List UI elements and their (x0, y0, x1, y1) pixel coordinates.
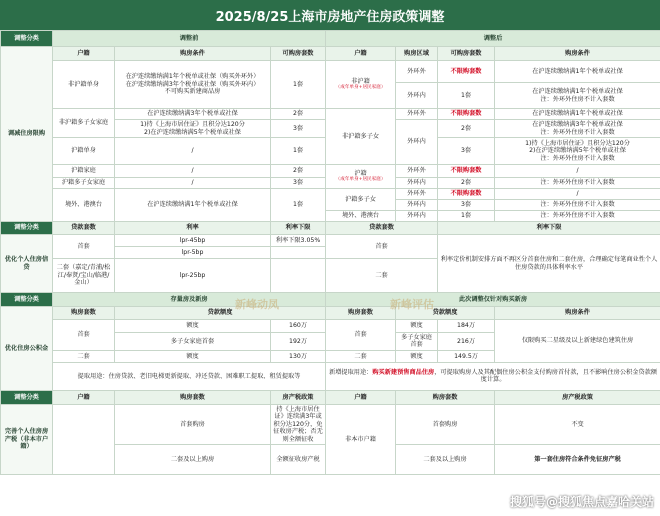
watermark-logo: 新峰动凤 (235, 298, 279, 311)
col-tax-after-count: 购房套数 (396, 390, 495, 404)
before-household-cell: 沪籍单身 (53, 138, 115, 165)
col-tax-policy: 房产税政策 (271, 390, 326, 404)
after-conditions-cell: 在沪连续缴纳满1年个税单或社保 注：外环外住房不计入套数 (495, 83, 660, 109)
loan-rate-cell: lpr-25bp (115, 259, 271, 293)
col-tax-household: 户籍 (53, 390, 115, 404)
col-fund-after-amount: 贷款额度 (396, 307, 495, 320)
after-count-cell: 3套 (438, 200, 495, 211)
col-rate: 利率 (115, 222, 271, 235)
fund-after-value-cell: 149.5万 (438, 350, 495, 362)
purchase-category: 调减住房限购 (1, 47, 53, 222)
after-region-cell: 外环外 (396, 189, 438, 200)
col-region: 购房区域 (396, 47, 438, 61)
fund-after-value-cell: 216万 (438, 333, 495, 351)
col-household: 户籍 (53, 47, 115, 61)
fund-value-cell: 160万 (271, 320, 326, 333)
fund-after-note (326, 362, 660, 390)
after-household-cell (326, 61, 396, 109)
before-conditions-cell: 在沪连续缴纳满1年个税单或社保（购买外环外） 在沪连续缴纳满3年个税单或社保（购买外环内） 不可购买新建商品房 (115, 61, 271, 109)
tax-after-count-cell: 二套及以上购房 (396, 445, 495, 475)
fund-before-note: 提取用途：住房贷款、老旧电梯更新提取、冲还贷款、困难职工提取、租赁提取等 (53, 362, 326, 390)
before-household-cell: 沪籍多子女家庭 (53, 178, 115, 189)
after-loan-count-cell: 二套 (326, 259, 438, 293)
fund-count-cell: 首套 (53, 320, 115, 351)
category-header: 调整分类 (1, 222, 53, 235)
after-loan-count-cell: 首套 (326, 235, 438, 259)
tax-policy-cell: 持《上海市居住证》连续满3年或积分达120分，免征收房产税；否无则全额征收 (271, 404, 326, 444)
after-conditions-cell: 在沪连续缴纳满1年个税单或社保 (495, 61, 660, 83)
fund-after-cond-cell: 仅限购买二星级及以上新建绿色建筑住房 (495, 320, 660, 363)
fund-after-note-highlight: 购买新建预售商品住房 (372, 368, 435, 376)
before-count-cell: 3套 (271, 120, 326, 138)
after-household-cell (326, 165, 396, 189)
loan-lower-cell (271, 259, 326, 293)
loan-count-cell: 首套 (53, 235, 115, 259)
loan-category: 优化个人住房信贷 (1, 235, 53, 293)
after-region-cell: 外环内 (396, 83, 438, 109)
fund-after-title: 此次调整仅针对购买新房 (326, 293, 660, 307)
loan-rate-cell: lpr-5bp (115, 247, 271, 259)
before-header: 调整前 (53, 31, 326, 47)
col-tax-after-household: 户籍 (326, 390, 396, 404)
after-region-cell: 外环内 (396, 211, 438, 222)
before-count-cell: 1套 (271, 138, 326, 165)
col-fund-count: 购房套数 (53, 307, 115, 320)
col-after-rate-lower: 利率下限 (438, 222, 660, 235)
after-region-cell: 外环外 (396, 61, 438, 83)
col-after-conditions: 购房条件 (495, 47, 660, 61)
fund-before-title: 存量房及新房 (53, 293, 326, 307)
after-conditions-cell: 注：外环外住房不计入套数 (495, 178, 660, 189)
after-region-cell: 外环内 (396, 120, 438, 165)
after-count-cell: 不限购套数 (438, 61, 495, 83)
fund-value-cell: 130万 (271, 350, 326, 362)
after-conditions-cell: 注：外环外住房不计入套数 (495, 211, 660, 222)
fund-after-note-suffix: ，可提取购房人及其配偶住房公积金支付购房首付款，且不影响住房公积金贷款额度计算。 (434, 368, 657, 384)
after-count-cell: 不限购套数 (438, 189, 495, 200)
tax-after-policy-cell: 第一套住房符合条件免征房产税 (495, 445, 660, 475)
after-conditions-cell: / (495, 165, 660, 178)
col-rate-lower: 利率下限 (271, 222, 326, 235)
after-count-cell: 1套 (438, 83, 495, 109)
loan-rate-cell: lpr-45bp (115, 235, 271, 247)
before-household-cell: 非沪籍单身 (53, 61, 115, 109)
before-count-cell: 1套 (271, 61, 326, 109)
fund-after-count-cell: 二套 (326, 350, 396, 362)
col-tax-after-policy: 房产税政策 (495, 390, 660, 404)
category-header: 调整分类 (1, 293, 53, 307)
tax-after-count-cell: 首套购房 (396, 404, 495, 444)
after-count-cell: 3套 (438, 138, 495, 165)
after-conditions-cell: 在沪连续缴纳满1年个税单或社保 (495, 109, 660, 120)
col-loan-count: 贷款套数 (53, 222, 115, 235)
before-household-cell: 非沪籍多子女家庭 (53, 109, 115, 138)
tax-category: 完善个人住房房产税（非本市户籍） (1, 404, 53, 474)
fund-after-count-cell: 首套 (326, 320, 396, 351)
col-conditions: 购房条件 (115, 47, 271, 61)
after-region-cell: 外环内 (396, 200, 438, 211)
fund-value-cell: 192万 (271, 333, 326, 351)
after-household-note: （成年单身+居民家庭） (335, 85, 386, 91)
fund-label-cell: 额度 (115, 320, 271, 333)
after-count-cell: 不限购套数 (438, 165, 495, 178)
after-count-cell: 2套 (438, 120, 495, 138)
category-header: 调整分类 (1, 31, 53, 47)
after-conditions-cell: 1)持《上海市居住证》且积分达120分 2)在沪连续缴纳满5年个税单或社保 注：外环外住房不计入套数 (495, 138, 660, 165)
col-tax-count: 购房套数 (115, 390, 271, 404)
before-conditions-cell: / (115, 165, 271, 178)
before-count-cell: 1套 (271, 189, 326, 222)
before-conditions-cell: 1)持《上海市居住证》且积分达120分 2)在沪连续缴纳满5年个税单或社保 (115, 120, 271, 138)
after-region-cell: 外环外 (396, 109, 438, 120)
tax-count-cell: 二套及以上购房 (115, 445, 271, 475)
before-conditions-cell: / (115, 178, 271, 189)
after-household-note: （成年单身+居民家庭） (335, 177, 386, 183)
after-region-cell: 外环外 (396, 165, 438, 178)
after-household-cell: 境外、港澳台 (326, 211, 396, 222)
after-region-cell: 外环内 (396, 178, 438, 189)
after-household-cell: 沪籍多子女 (326, 189, 396, 211)
col-after-count: 可购房套数 (438, 47, 495, 61)
tax-count-cell: 首套购房 (115, 404, 271, 444)
after-count-cell: 不限购套数 (438, 109, 495, 120)
col-after-loan-count: 贷款套数 (326, 222, 438, 235)
fund-after-label-cell: 额度 (396, 350, 438, 362)
watermark-logo: 新峰评估 (390, 298, 434, 311)
fund-after-note-prefix: 新增提取用途： (329, 368, 373, 376)
before-conditions-cell: 在沪连续缴纳满3年个税单或社保 (115, 109, 271, 120)
fund-after-label-cell: 额度 (396, 320, 438, 333)
col-fund-amount: 贷款额度 (115, 307, 326, 320)
loan-lower-cell: 利率下限3.05% (271, 235, 326, 247)
page-title: 2025/8/25上海市房地产住房政策调整 (0, 0, 660, 30)
tax-after-household-cell: 非本市户籍 (326, 404, 396, 474)
tax-household-cell (53, 404, 115, 474)
tax-policy-cell: 全额征收房产税 (271, 445, 326, 475)
before-conditions-cell: 在沪连续缴纳满1年个税单或社保 (115, 189, 271, 222)
fund-after-label-cell: 多子女家庭首套 (396, 333, 438, 351)
fund-after-value-cell: 184万 (438, 320, 495, 333)
after-household-cell: 非沪籍多子女 (326, 109, 396, 165)
before-count-cell: 2套 (271, 165, 326, 178)
tax-after-policy-cell: 不变 (495, 404, 660, 444)
after-conditions-cell: 注：外环外住房不计入套数 (495, 200, 660, 211)
after-count-cell: 2套 (438, 178, 495, 189)
fund-count-cell: 二套 (53, 350, 115, 362)
after-household-label: 沪籍 (354, 170, 367, 178)
loan-count-cell: 二套（嘉定/青浦/松江/奉贤/宝山/临港/金山） (53, 259, 115, 293)
after-count-cell: 1套 (438, 211, 495, 222)
after-household-label: 非沪籍 (351, 78, 370, 86)
fund-category: 优化住房公积金 (1, 307, 53, 391)
before-conditions-cell: / (115, 138, 271, 165)
after-loan-text: 利率定价机制安排方面不再区分首套住房和二套住房，合理确定每笔商业性个人住房贷款的具体利率水平 (438, 235, 660, 293)
col-fund-cond: 购房条件 (495, 307, 660, 320)
col-fund-after-count: 购房套数 (326, 307, 396, 320)
fund-label-cell: 多子女家庭首套 (115, 333, 271, 351)
col-after-household: 户籍 (326, 47, 396, 61)
after-header: 调整后 (326, 31, 660, 47)
before-household-cell: 境外、港澳台 (53, 189, 115, 222)
category-header: 调整分类 (1, 390, 53, 404)
after-conditions-cell: 在沪连续缴纳满3年个税单或社保 注：外环外住房不计入套数 (495, 120, 660, 138)
col-count: 可购房套数 (271, 47, 326, 61)
fund-label-cell: 额度 (115, 350, 271, 362)
before-household-cell: 沪籍家庭 (53, 165, 115, 178)
loan-lower-cell (271, 247, 326, 259)
after-conditions-cell: / (495, 189, 660, 200)
footer-watermark: 搜狐号@搜狐焦点嘉哈关站 (509, 495, 654, 509)
before-count-cell: 3套 (271, 178, 326, 189)
policy-table (0, 30, 660, 475)
before-count-cell: 2套 (271, 109, 326, 120)
